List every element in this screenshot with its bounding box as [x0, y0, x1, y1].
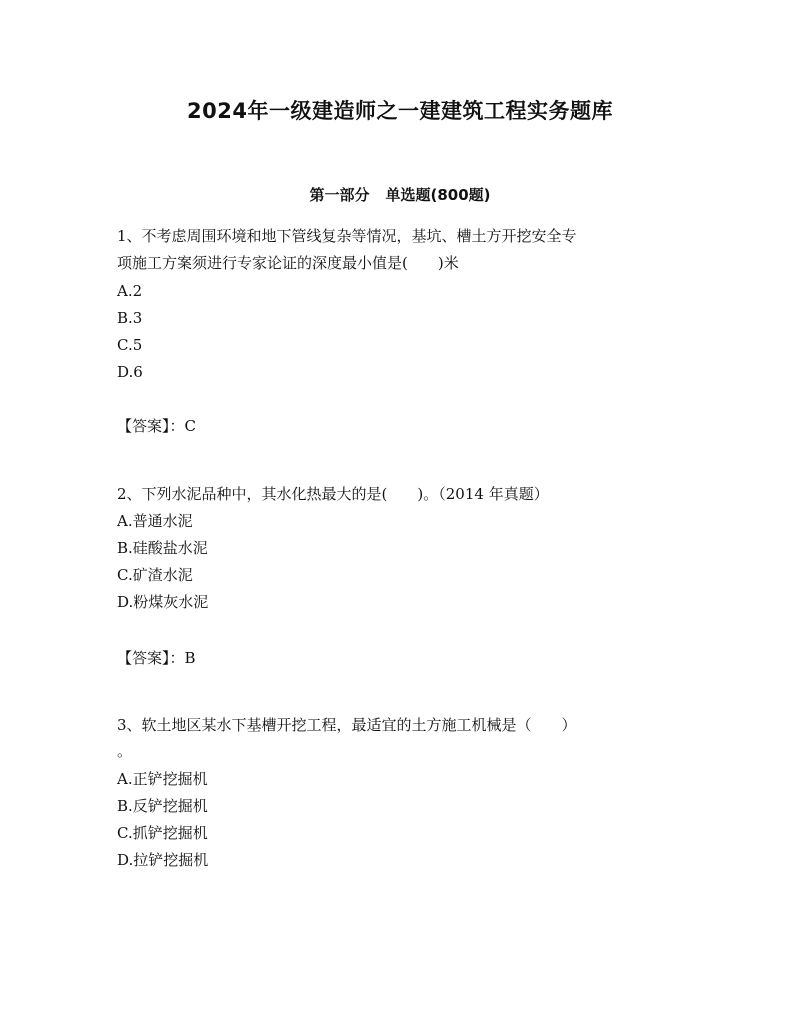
option-b: B.3 — [117, 309, 143, 327]
answer-line — [117, 648, 196, 668]
option-c: C.5 — [117, 336, 143, 354]
option-b: B.硅酸盐水泥 — [117, 539, 208, 557]
section-name: 单选题(800题) — [385, 186, 491, 204]
option-d: D.6 — [117, 363, 143, 381]
question-stem-line: 。 — [117, 742, 133, 760]
section-heading — [0, 184, 800, 205]
option-d: D.粉煤灰水泥 — [117, 593, 209, 611]
answer-label: 【答案】： — [117, 417, 185, 435]
answer-label: 【答案】： — [117, 649, 185, 667]
question-stem-line: 3、软土地区某水下基槽开挖工程，最适宜的土方施工机械是（ ） — [117, 716, 577, 734]
option-b: B.反铲挖掘机 — [117, 797, 208, 815]
answer-line — [117, 416, 196, 436]
option-a: A.正铲挖掘机 — [117, 770, 208, 788]
answer-value: B — [184, 649, 196, 667]
document-title: 2024年一级建造师之一建建筑工程实务题库 — [187, 99, 613, 123]
option-d: D.拉铲挖掘机 — [117, 851, 209, 869]
question-stem-line: 2、下列水泥品种中，其水化热最大的是( )。（2014 年真题） — [117, 485, 549, 503]
question-stem-line: 项施工方案须进行专家论证的深度最小值是( )米 — [117, 254, 459, 272]
option-c: C.抓铲挖掘机 — [117, 824, 208, 842]
answer-value: C — [184, 417, 196, 435]
option-a: A.普通水泥 — [117, 512, 193, 530]
option-a: A.2 — [117, 282, 143, 300]
section-part: 第一部分 — [309, 186, 370, 204]
question-stem-line: 1、不考虑周围环境和地下管线复杂等情况，基坑、槽土方开挖安全专 — [117, 227, 577, 245]
option-c: C.矿渣水泥 — [117, 566, 193, 584]
